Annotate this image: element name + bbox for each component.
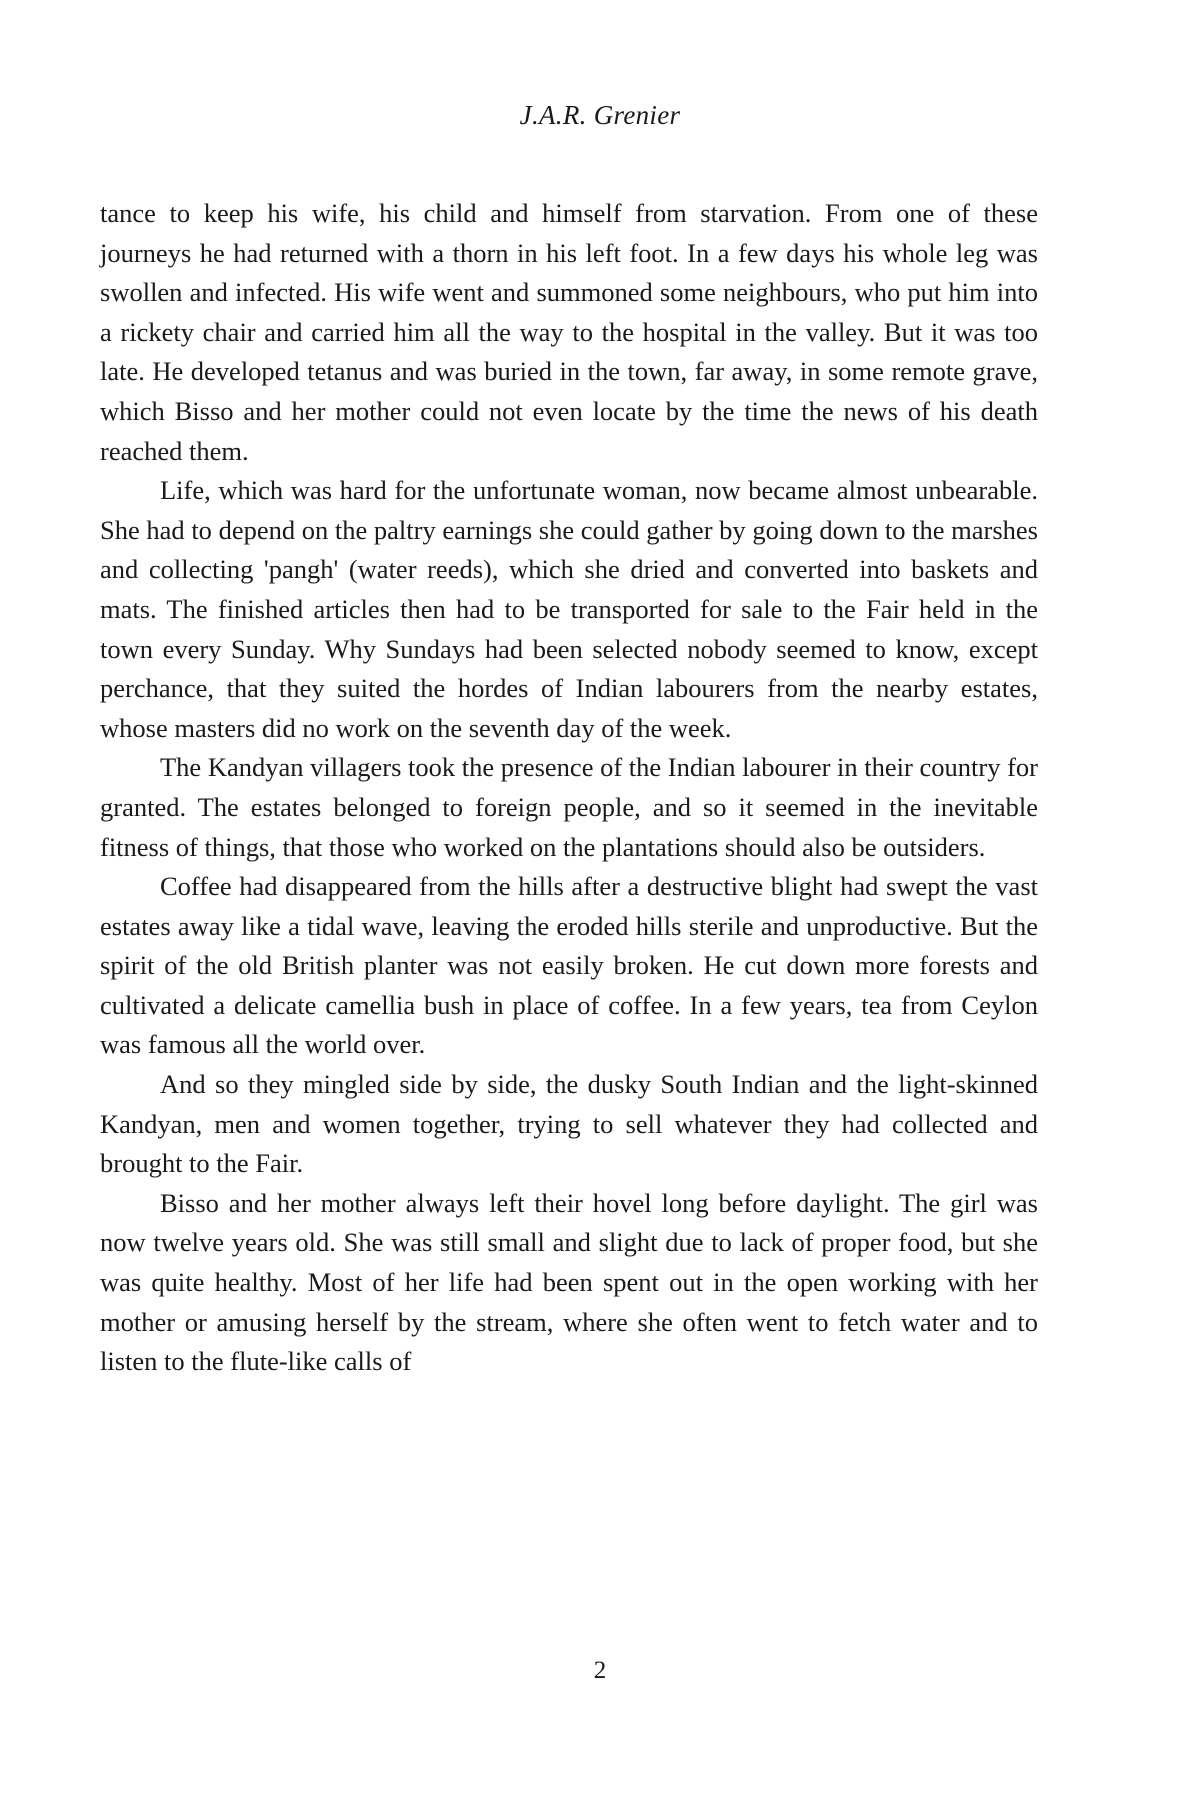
paragraph: The Kandyan villagers took the presence of the Indian labourer in their country for granted. The estates belonged to foreign people, and so it seemed in the inevitable fitness of things, that those who worked on the plantations should also be outsiders.	[100, 752, 1038, 862]
running-head: J.A.R. Grenier	[519, 100, 681, 130]
body-text	[100, 194, 1038, 1382]
paragraph: Bisso and her mother always left their hovel long before daylight. The girl was now twelve years old. She was still small and slight due to lack of proper food, but she was quite healthy. Most of her life had been spent out in the open working with her mother or amusing herself by the stream, where she often went to fetch water and to listen to the flute-like calls of	[100, 1187, 1038, 1377]
paragraph: Life, which was hard for the unfortunate woman, now became almost unbearable. She had to depend on the paltry earnings she could gather by going down to the marshes and collecting 'pangh' (water reeds), which she dried and converted into baskets and mats. The finished articles then had to be transported for sale to the Fair held in the town every Sunday. Why Sundays had been selected nobody seemed to know, except perchance, that they suited the hordes of Indian labourers from the nearby estates, whose masters did no work on the seventh day of the week.	[100, 475, 1038, 743]
page-number: 2	[593, 1657, 607, 1684]
paragraph-continued: tance to keep his wife, his child and himself from starvation. From one of these journeys he had returned with a thorn in his left foot. In a few days his whole leg was swollen and infected. His wife went and summoned some neighbours, who put him into a rickety chair and carried him all the way to the hospital in the valley. But it was too late. He developed tetanus and was buried in the town, far away, in some remote grave, which Bisso and her mother could not even locate by the time the news of his death reached them.	[100, 198, 1038, 466]
paragraph: And so they mingled side by side, the dusky South Indian and the light-skinned Kandyan, men and women together, trying to sell whatever they had collected and brought to the Fair.	[100, 1069, 1038, 1179]
paragraph: Coffee had disappeared from the hills after a destructive blight had swept the vast estates away like a tidal wave, leaving the eroded hills sterile and unproductive. But the spirit of the old British planter was not easily broken. He cut down more forests and cultivated a delicate camellia bush in place of coffee. In a few years, tea from Ceylon was famous all the world over.	[100, 871, 1038, 1060]
